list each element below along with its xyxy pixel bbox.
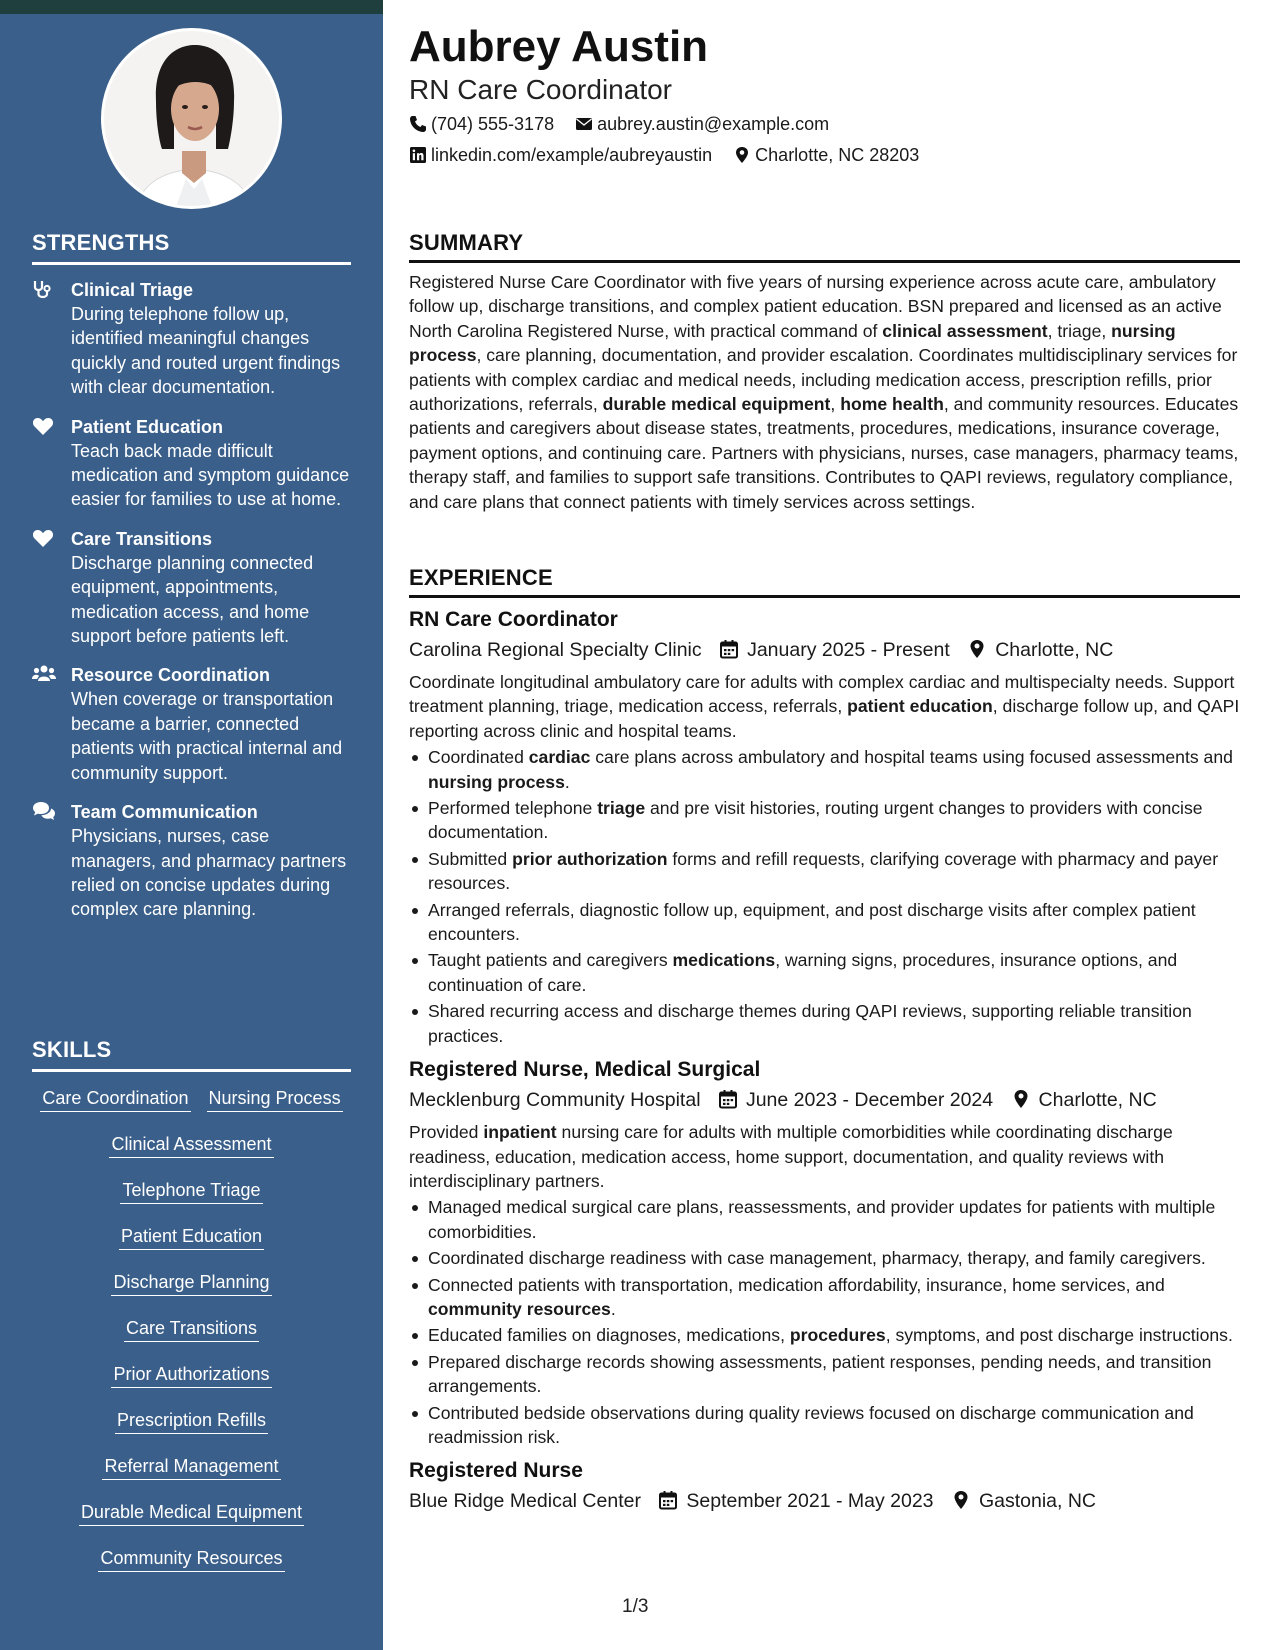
calendar-icon (719, 639, 739, 659)
skills-list (32, 1086, 351, 1592)
bullet-item: Contributed bedside observations during quality reviews focused on discharge communication and readmission risk. (409, 1401, 1240, 1450)
linkedin-contact[interactable] (409, 145, 712, 166)
job-location: Gastonia, NC (978, 1490, 1097, 1513)
envelope-icon (575, 115, 593, 133)
skill-tag: Referral Management (102, 1454, 280, 1480)
job-meta (409, 1086, 1240, 1114)
strength-item (32, 663, 351, 785)
calendar-icon (718, 1089, 738, 1109)
job-entry (409, 1056, 1240, 1449)
strength-text: Physicians, nurses, case managers, and pharmacy partners relied on concise updates during complex care planning. (71, 826, 347, 920)
bullet-item: Arranged referrals, diagnostic follow up, equipment, and post discharge visits after complex patient encounters. (409, 898, 1240, 947)
strength-text: During telephone follow up, identified meaningful changes quickly and routed urgent findings with clear documentation. (71, 304, 341, 398)
bullet-item: Shared recurring access and discharge themes during QAPI reviews, supporting reliable transition practices. (409, 999, 1240, 1048)
heart-icon (32, 528, 56, 550)
skill-tag: Discharge Planning (111, 1270, 271, 1296)
bullet-item: Submitted prior authorization forms and refill requests, clarifying coverage with pharmacy and payer resources. (409, 847, 1240, 896)
contact-row-2 (409, 145, 935, 166)
bullet-item: Coordinated cardiac care plans across ambulatory and hospital teams using focused assessments and nursing process. (409, 745, 1240, 794)
job-entry (409, 606, 1240, 1048)
page-number: 1/3 (622, 1596, 649, 1617)
email-text: aubrey.austin@example.com (597, 114, 830, 134)
strengths-heading: STRENGTHS (32, 230, 351, 265)
bullet-item: Managed medical surgical care plans, reassessments, and provider updates for patients with multiple comorbidities. (409, 1195, 1240, 1244)
linkedin-text: linkedin.com/example/aubreyaustin (431, 145, 713, 165)
job-dates: September 2021 - May 2023 (686, 1490, 934, 1513)
strength-item (32, 415, 351, 512)
candidate-name: Aubrey Austin (409, 22, 709, 71)
skill-tag: Nursing Process (207, 1086, 343, 1112)
skill-tag: Telephone Triage (120, 1178, 262, 1204)
skill-tag: Prescription Refills (115, 1408, 268, 1434)
map-pin-icon (967, 639, 987, 659)
contact-row-1 (409, 114, 845, 135)
phone-text: (704) 555-3178 (431, 114, 555, 134)
chat-bubbles-icon (32, 801, 56, 823)
job-dates: June 2023 - December 2024 (745, 1089, 994, 1112)
sidebar (0, 0, 383, 1650)
skill-tag: Care Coordination (40, 1086, 190, 1112)
job-description: Provided inpatient nursing care for adults with multiple comorbidities while coordinating discharge readiness, education, medication access, home support, documentation, and quality reviews with interdisciplinary partners. (409, 1122, 1173, 1191)
strength-item (32, 278, 351, 400)
job-title: Registered Nurse (409, 1459, 583, 1483)
location-contact (733, 145, 919, 166)
job-bullets (409, 1195, 1240, 1449)
map-pin-icon (733, 146, 751, 164)
profile-photo (101, 28, 282, 209)
summary-section (409, 230, 1240, 514)
skill-tag: Community Resources (98, 1546, 284, 1572)
strength-title: Clinical Triage (71, 280, 194, 300)
skills-section (32, 1037, 351, 1592)
location-text: Charlotte, NC 28203 (755, 145, 920, 165)
phone-contact[interactable] (409, 114, 554, 135)
strength-text: Discharge planning connected equipment, appointments, medication access, and home support before patients left. (71, 552, 314, 647)
summary-heading: SUMMARY (409, 230, 1240, 263)
bullet-item: Prepared discharge records showing assessments, patient responses, pending needs, and transition arrangements. (409, 1350, 1240, 1399)
strength-item (32, 527, 351, 649)
bullet-item: Performed telephone triage and pre visit histories, routing urgent changes to providers with concise documentation. (409, 796, 1240, 845)
job-meta (409, 636, 1240, 664)
linkedin-icon (409, 146, 427, 164)
strengths-section (32, 230, 351, 922)
strength-title: Care Transitions (71, 528, 213, 549)
job-location: Charlotte, NC (995, 639, 1114, 661)
bullet-item: Coordinated discharge readiness with case management, pharmacy, therapy, and family caregivers. (409, 1246, 1240, 1270)
sidebar-top-band (0, 0, 383, 14)
skill-tag: Prior Authorizations (111, 1362, 271, 1388)
strength-text: Teach back made difficult medication and symptom guidance easier for families to use at home. (71, 440, 350, 510)
heart-icon (32, 416, 56, 438)
experience-heading: EXPERIENCE (409, 565, 1240, 598)
email-contact[interactable] (575, 114, 829, 135)
strength-item (32, 800, 351, 922)
skills-heading: SKILLS (32, 1037, 351, 1072)
summary-text: Registered Nurse Care Coordinator with five years of nursing experience across acute care, ambulatory follow up, discharge transitions, and complex patient education. BSN prepared and licensed as an active North Carolina Registered Nurse, with practical command of clinical assessment, triage, nursing process, care planning, documentation, and provider escalation. Coordinates multidisciplinary services for patients with complex cardiac and medical needs, including medication access, prescription refills, prior authorizations, referrals, durable medical equipment, home health, and community resources. Educates patients and caregivers about disease states, treatments, procedures, medications, insurance coverage, payment options, and continuing care. Partners with physicians, nurses, case managers, pharmacy teams, therapy staff, and families to support safe transitions. Contributes to QAPI reviews, regulatory compliance, and care plans that connect patients with timely services across settings. (409, 272, 1239, 512)
job-entry (409, 1457, 1240, 1515)
job-title: RN Care Coordinator (409, 608, 618, 631)
strength-title: Resource Coordination (71, 665, 271, 686)
strength-text: When coverage or transportation became a barrier, connected patients with practical internal and community support. (71, 689, 343, 783)
map-pin-icon (951, 1490, 971, 1510)
stethoscope-icon (32, 279, 56, 301)
job-bullets (409, 745, 1240, 1048)
bullet-item: Educated families on diagnoses, medications, procedures, symptoms, and post discharge instructions. (409, 1323, 1240, 1347)
calendar-icon (658, 1490, 678, 1510)
bullet-item: Connected patients with transportation, medication affordability, insurance, home services, and community resources. (409, 1273, 1240, 1322)
candidate-role: RN Care Coordinator (409, 74, 672, 105)
phone-icon (409, 115, 427, 133)
map-pin-icon (1011, 1089, 1031, 1109)
skill-tag: Durable Medical Equipment (79, 1500, 304, 1526)
experience-section (409, 565, 1240, 1515)
skill-tag: Clinical Assessment (109, 1132, 273, 1158)
bullet-item: Taught patients and caregivers medications, warning signs, procedures, insurance options, and continuation of care. (409, 948, 1240, 997)
job-title: Registered Nurse, Medical Surgical (409, 1058, 761, 1082)
strength-title: Patient Education (71, 416, 224, 437)
strength-title: Team Communication (71, 802, 258, 823)
job-meta (409, 1487, 1240, 1515)
job-employer: Blue Ridge Medical Center (409, 1490, 641, 1513)
job-description: Coordinate longitudinal ambulatory care for adults with complex cardiac and multispecialty needs. Support treatment planning, triage, medication access, referrals, patient education, discharge follow up, and QAPI reporting across clinic and hospital teams. (409, 672, 1240, 741)
job-employer: Mecklenburg Community Hospital (409, 1089, 701, 1112)
people-icon (32, 664, 56, 686)
job-location: Charlotte, NC (1038, 1089, 1157, 1112)
skill-tag: Care Transitions (124, 1316, 259, 1342)
job-employer: Carolina Regional Specialty Clinic (409, 639, 702, 661)
job-dates: January 2025 - Present (747, 639, 950, 661)
skill-tag: Patient Education (119, 1224, 264, 1250)
